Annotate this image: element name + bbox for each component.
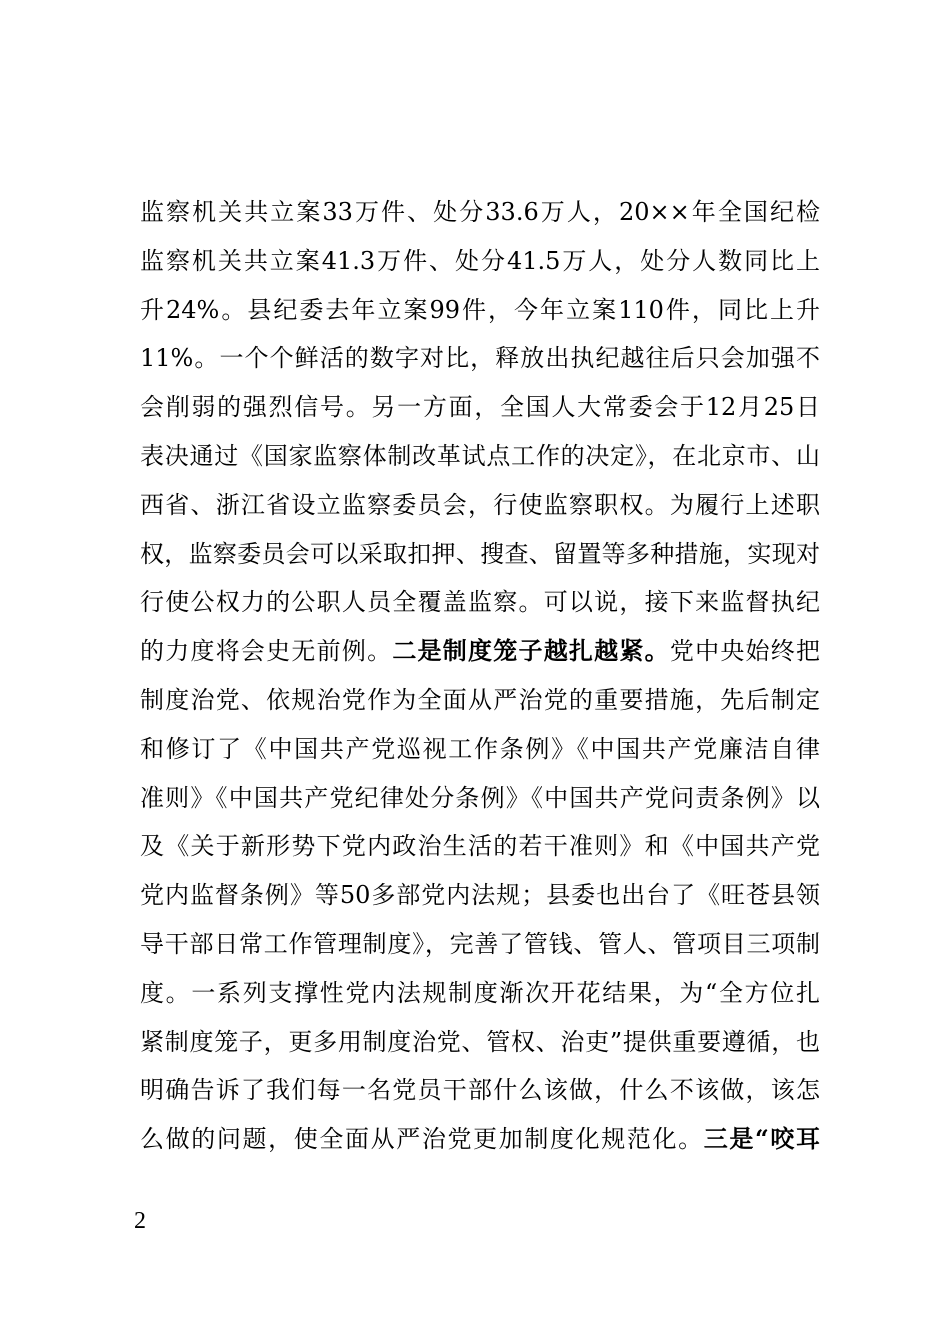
text-segment: 监察机关共立案41.3万件、处分41.5万人，处分人数同比上 xyxy=(140,246,820,275)
text-line xyxy=(140,627,820,676)
text-segment: 会削弱的强烈信号。另一方面，全国人大常委会于12月25日 xyxy=(140,393,820,422)
text-segment: 行使公权力的公职人员全覆盖监察。可以说，接下来监督执纪 xyxy=(140,588,820,617)
text-line xyxy=(140,676,820,725)
text-line xyxy=(140,286,820,335)
text-line xyxy=(140,822,820,871)
page-number: 2 xyxy=(134,1208,146,1234)
body-text xyxy=(140,188,820,1164)
text-segment: 党内监督条例》等50多部党内法规；县委也出台了《旺苍县领 xyxy=(140,881,820,910)
text-segment: 和修订了《中国共产党巡视工作条例》《中国共产党廉洁自律 xyxy=(140,734,820,763)
text-segment: 11%。一个个鲜活的数字对比，释放出执纪越往后只会加强不 xyxy=(140,344,820,373)
text-line xyxy=(140,1018,820,1067)
text-line xyxy=(140,481,820,530)
text-line xyxy=(140,1066,820,1115)
text-segment: 西省、浙江省设立监察委员会，行使监察职权。为履行上述职 xyxy=(140,490,820,519)
text-segment: 么做的问题，使全面从严治党更加制度化规范化。 xyxy=(140,1125,704,1154)
text-segment: 准则》《中国共产党纪律处分条例》《中国共产党问责条例》以 xyxy=(140,783,820,812)
text-segment: 明确告诉了我们每一名党员干部什么该做，什么不该做，该怎 xyxy=(140,1076,820,1105)
text-line xyxy=(140,871,820,920)
text-segment: 制度治党、依规治党作为全面从严治党的重要措施，先后制定 xyxy=(140,685,820,714)
text-segment: 导干部日常工作管理制度》，完善了管钱、管人、管项目三项制 xyxy=(140,929,820,958)
bold-text-segment: 三是“咬耳 xyxy=(703,1124,820,1154)
text-line xyxy=(140,725,820,774)
text-segment: 升24%。县纪委去年立案99件，今年立案110件，同比上升 xyxy=(140,295,820,324)
text-segment: 表决通过《国家监察体制改革试点工作的决定》，在北京市、山 xyxy=(140,441,820,470)
text-line xyxy=(140,920,820,969)
text-line xyxy=(140,188,820,237)
text-line xyxy=(140,774,820,823)
text-line xyxy=(140,969,820,1018)
text-line xyxy=(140,383,820,432)
text-segment: 及《关于新形势下党内政治生活的若干准则》和《中国共产党 xyxy=(140,832,820,861)
text-segment: 党中央始终把 xyxy=(669,637,821,666)
text-line xyxy=(140,1115,820,1164)
text-segment: 的力度将会史无前例。 xyxy=(140,637,393,666)
bold-text-segment: 二是制度笼子越扎越紧。 xyxy=(392,636,670,666)
text-line xyxy=(140,578,820,627)
text-line xyxy=(140,530,820,579)
text-segment: 紧制度笼子，更多用制度治党、管权、治吏”提供重要遵循，也 xyxy=(140,1027,820,1056)
text-line xyxy=(140,334,820,383)
text-segment: 权，监察委员会可以采取扣押、搜查、留置等多种措施，实现对 xyxy=(140,539,820,568)
text-line xyxy=(140,432,820,481)
text-segment: 监察机关共立案33万件、处分33.6万人，20××年全国纪检 xyxy=(140,198,820,226)
text-segment: 度。一系列支撑性党内法规制度渐次开花结果，为“全方位扎 xyxy=(140,978,820,1007)
text-line xyxy=(140,237,820,286)
